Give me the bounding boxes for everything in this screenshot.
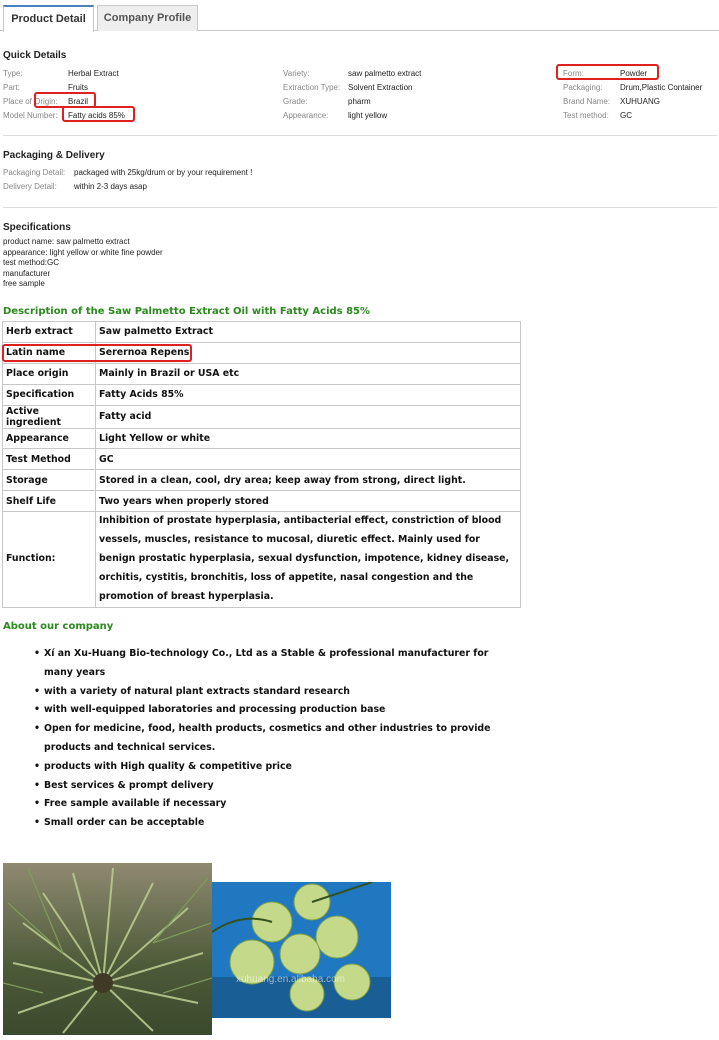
spec-line: manufacturer bbox=[3, 268, 51, 278]
row-value: Stored in a clean, cool, dry area; keep away from strong, direct light. bbox=[96, 470, 521, 491]
list-item: • with well-equipped laboratories and processing production base bbox=[36, 701, 516, 720]
qd-value: light yellow bbox=[348, 111, 388, 120]
qd-key: Packaging: bbox=[563, 83, 603, 92]
row-key: Specification bbox=[3, 384, 96, 405]
delivery-detail-label: Delivery Detail: bbox=[3, 182, 57, 191]
row-key: Function: bbox=[3, 512, 96, 608]
row-value: Fatty acid bbox=[96, 405, 521, 428]
row-key: Shelf Life bbox=[3, 491, 96, 512]
highlight-latin-name bbox=[2, 344, 192, 362]
delivery-detail-row bbox=[3, 182, 703, 191]
table-row bbox=[3, 449, 521, 470]
packaging-detail-label: Packaging Detail: bbox=[3, 168, 66, 177]
specifications-list bbox=[3, 237, 163, 290]
qd-key: Test method: bbox=[563, 111, 609, 120]
row-value: Inhibition of prostate hyperplasia, antibacterial effect, constriction of blood vessels, muscles, resistance to mucosal, diuretic effect. Mainly used for benign prostatic hyperplasia, sexual dysfunction, impotence, kidney disease, orchitis, cystitis, bronchitis, loss of appetite, nasal congestion and the promotion of breast hyperplasia. bbox=[96, 512, 521, 608]
qd-value: Fruits bbox=[68, 83, 88, 92]
qd-key: Place of Origin: bbox=[3, 97, 58, 106]
table-row bbox=[3, 470, 521, 491]
row-value: Two years when properly stored bbox=[96, 491, 521, 512]
spec-line: product name: saw palmetto extract bbox=[3, 237, 130, 246]
row-key: Storage bbox=[3, 470, 96, 491]
qd-value: saw palmetto extract bbox=[348, 69, 422, 78]
highlight-form bbox=[556, 64, 659, 80]
row-value: Serernoa Repens bbox=[96, 342, 521, 363]
about-title: About our company bbox=[3, 621, 114, 632]
table-row bbox=[3, 363, 521, 384]
qd-key: Form: bbox=[563, 69, 584, 78]
qd-value: Herbal Extract bbox=[68, 69, 119, 78]
specifications-title: Specifications bbox=[3, 222, 71, 233]
qd-value: XUHUANG bbox=[620, 97, 661, 106]
row-key: Latin name bbox=[3, 342, 96, 363]
qd-value: Drum,Plastic Container bbox=[620, 83, 703, 92]
row-value: GC bbox=[96, 449, 521, 470]
row-value: Fatty Acids 85% bbox=[96, 384, 521, 405]
list-item: • with a variety of natural plant extracts standard research bbox=[36, 683, 516, 702]
description-title: Description of the Saw Palmetto Extract Oil with Fatty Acids 85% bbox=[3, 306, 371, 317]
divider bbox=[3, 135, 717, 136]
saw-palmetto-berries-photo bbox=[212, 882, 391, 1018]
qd-key: Type: bbox=[3, 69, 23, 78]
row-value: Mainly in Brazil or USA etc bbox=[96, 363, 521, 384]
qd-value: Solvent Extraction bbox=[348, 83, 413, 92]
table-row bbox=[3, 405, 521, 428]
row-value: Light Yellow or white bbox=[96, 428, 521, 449]
delivery-detail-value: within 2-3 days asap bbox=[74, 182, 147, 191]
row-key: Test Method bbox=[3, 449, 96, 470]
table-row bbox=[3, 512, 521, 608]
qd-key: Brand Name: bbox=[563, 97, 611, 106]
list-item: • Free sample available if necessary bbox=[36, 795, 516, 814]
tab-company-profile[interactable]: Company Profile bbox=[97, 5, 198, 31]
row-key: Appearance bbox=[3, 428, 96, 449]
saw-palmetto-plant-photo bbox=[3, 863, 212, 1035]
packaging-detail-value: packaged with 25kg/drum or by your requirement ! bbox=[74, 168, 253, 177]
qd-key: Model Number: bbox=[3, 111, 58, 120]
qd-value: Powder bbox=[620, 69, 648, 78]
qd-value: pharm bbox=[348, 97, 371, 106]
list-item: • Xí an Xu-Huang Bio-technology Co., Ltd as a Stable & professional manufacturer for many years bbox=[36, 645, 516, 683]
qd-value: Brazil bbox=[68, 97, 89, 106]
row-key: Active ingredient bbox=[3, 405, 96, 428]
qd-value: Fatty acids 85% bbox=[68, 111, 125, 120]
description-table bbox=[2, 321, 521, 608]
tab-bar bbox=[0, 0, 719, 31]
spec-line: free sample bbox=[3, 279, 45, 289]
spec-line: appearance: light yellow or white fine powder bbox=[3, 247, 163, 257]
qd-key: Extraction Type: bbox=[283, 83, 341, 92]
list-item: • Small order can be acceptable bbox=[36, 814, 516, 833]
list-item: • Open for medicine, food, health products, cosmetics and other industries to provide products and technical services. bbox=[36, 720, 516, 758]
photo-watermark: xuhuang.en.alibaba.com bbox=[236, 974, 345, 985]
qd-key: Appearance: bbox=[283, 111, 329, 120]
highlight-model-number bbox=[62, 106, 135, 122]
list-item: • Best services & prompt delivery bbox=[36, 777, 516, 796]
row-key: Place origin bbox=[3, 363, 96, 384]
packaging-title: Packaging & Delivery bbox=[3, 150, 105, 161]
palm-image bbox=[3, 863, 212, 1035]
about-list bbox=[36, 645, 516, 833]
packaging-detail-row bbox=[3, 168, 703, 177]
table-row bbox=[3, 491, 521, 512]
table-row bbox=[3, 322, 521, 343]
spec-line: test method:GC bbox=[3, 258, 60, 268]
qd-key: Variety: bbox=[283, 69, 310, 78]
tab-product-detail[interactable]: Product Detail bbox=[3, 5, 94, 32]
quick-details-title: Quick Details bbox=[3, 50, 67, 61]
qd-key: Grade: bbox=[283, 97, 308, 106]
qd-value: GC bbox=[620, 111, 632, 120]
list-item: • products with High quality & competitive price bbox=[36, 758, 516, 777]
qd-key: Part: bbox=[3, 83, 20, 92]
table-row bbox=[3, 428, 521, 449]
row-key: Herb extract bbox=[3, 322, 96, 343]
row-value: Saw palmetto Extract bbox=[96, 322, 521, 343]
divider bbox=[3, 207, 717, 208]
berries-image bbox=[212, 882, 391, 1018]
table-row bbox=[3, 384, 521, 405]
